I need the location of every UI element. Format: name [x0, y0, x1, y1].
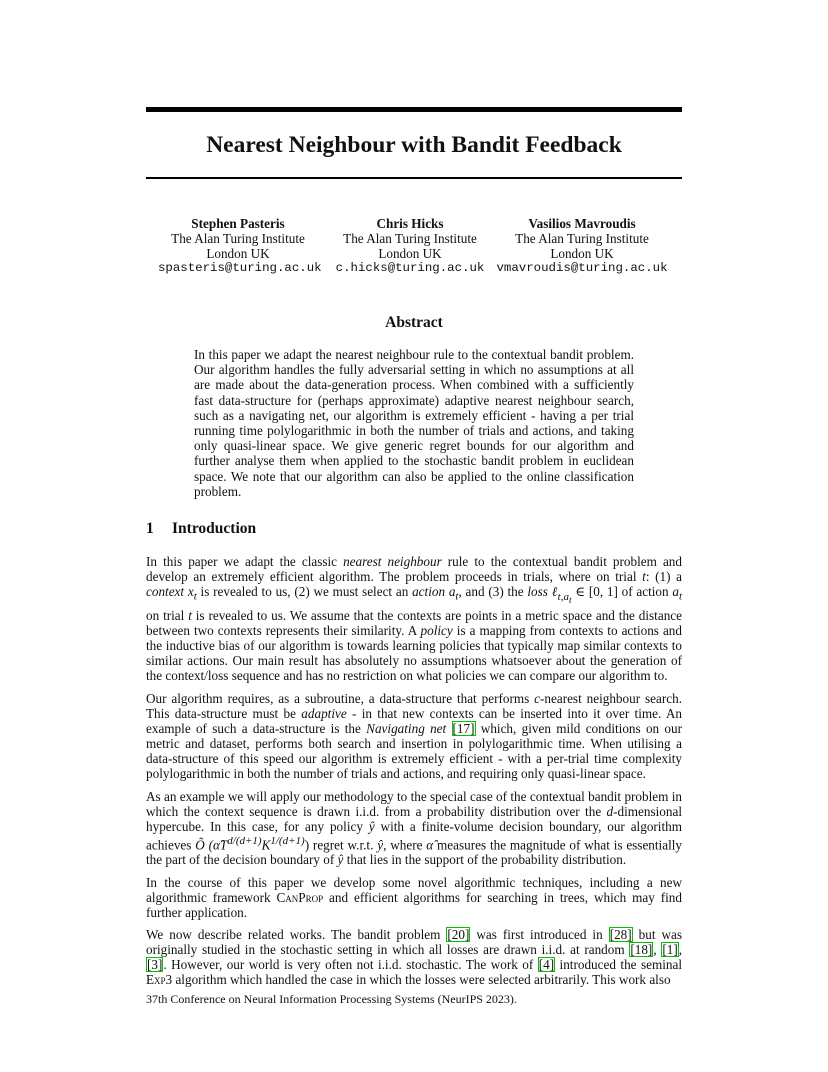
text-run: : (1) a	[645, 569, 682, 585]
text-run: is revealed to us, (2) we must select an	[196, 584, 413, 600]
math-subscript-text: t,a	[557, 590, 569, 603]
math-superscript: d/(d+1)	[227, 834, 262, 847]
math-expression: (α̂T	[208, 837, 228, 853]
math-symbol: c	[534, 690, 540, 706]
math-symbol: a	[448, 584, 456, 600]
author-3	[492, 216, 672, 276]
math-symbol: K	[261, 837, 271, 853]
text-run: We now describe related works. The bandit problem	[146, 927, 447, 943]
author-location: London UK	[378, 246, 442, 261]
author-2	[330, 216, 490, 276]
text-run: is a mapping from contexts to actions and the inductive bias of our algorithm is towards learning policies that typically map similar contexts to similar actions. Our main result has absolutely no assumptions whatsoever about the generation of the context/loss sequence and has no restriction on what policies we can compare our algorithm to.	[146, 623, 682, 684]
text-run: ,	[678, 942, 683, 958]
math-symbol: ℓ	[551, 584, 558, 600]
author-name: Stephen Pasteris	[191, 216, 285, 231]
text-run: As an example we will apply our methodology to the special case of the contextual bandit problem in which the context sequence is drawn i.i.d. from a probability distribution over the	[146, 788, 682, 819]
math-superscript: 1/(d+1)	[270, 834, 305, 847]
citation-link[interactable]: [28]	[609, 927, 632, 943]
text-run: -dimensional hypercube. In this case, for any policy	[146, 803, 682, 834]
section-number: 1	[146, 520, 154, 537]
text-run: -nearest neighbour search. This data-structure must be	[146, 690, 682, 721]
text-run: but was originally studied in the stochastic setting in which all losses are drawn i.i.d. at random	[146, 927, 683, 958]
math-subscript: t	[678, 590, 683, 603]
author-email[interactable]: spasteris@turing.ac.uk	[158, 261, 322, 275]
text-emphasis: adaptive	[301, 705, 347, 721]
math-symbol: ŷ	[368, 818, 375, 834]
math-subscript: t	[455, 590, 459, 603]
text-run: ∈ [0, 1] of action	[571, 584, 673, 600]
text-run: ,	[653, 942, 662, 958]
text-run: regret w.r.t.	[309, 837, 378, 853]
paragraph	[146, 927, 682, 987]
citation-link[interactable]: [20]	[447, 927, 470, 943]
citation-link[interactable]: [4]	[538, 957, 555, 973]
math-symbol: a	[672, 584, 679, 600]
section-title: Introduction	[172, 520, 257, 537]
paragraph	[146, 691, 682, 782]
body-text	[146, 554, 682, 995]
text-run: which, given mild conditions on our metric and dataset, performs both search and insertion in polylogarithmic time. When utilising a data-structure of this speed our algorithm is extremely efficient - with a per-trial time complexity polylogarithmic in both the number of trials and actions, and requiring only quasi-linear space.	[146, 720, 683, 782]
text-emphasis: nearest neighbour	[343, 554, 442, 569]
math-symbol: α̂	[426, 837, 434, 853]
text-run: . However, our world is very often not i.i.d. stochastic. The work of	[163, 957, 538, 973]
title-bottom-rule	[146, 177, 682, 179]
algorithm-name: CanProp	[276, 889, 324, 905]
abstract-text: In this paper we adapt the nearest neighbour rule to the contextual bandit problem. Our algorithm handles the fully adversarial setting in which no assumptions at all are made about the data-generation process. When combined with a sufficiently fast data-structure for (perhaps approximate) adaptive nearest neighbour search, such as a navigating net, our algorithm is extremely efficient - having a per trial running time polylogarithmic in both the number of trials and actions, and taking only quasi-linear space. We give generic regret bounds for our algorithm and further analyse them when applied to the stochastic bandit problem in euclidean space. We note that our algorithm can also be applied to the online classification problem.	[194, 347, 634, 499]
text-run: rule to the contextual bandit problem and develop an extremely efficient algorithm. The problem proceeds in trials, where on trial	[146, 554, 682, 585]
author-name: Vasilios Mavroudis	[528, 216, 636, 231]
text-emphasis: loss	[527, 584, 548, 600]
text-run: , and (3) the	[458, 584, 528, 600]
author-location: London UK	[206, 246, 270, 261]
citation-link[interactable]: [17]	[452, 720, 475, 736]
text-emphasis: Navigating net	[366, 720, 447, 736]
author-affiliation: The Alan Turing Institute	[515, 231, 649, 246]
author-name: Chris Hicks	[376, 216, 444, 231]
text-run: and efficient algorithms for searching in trees, which may find further application.	[146, 889, 682, 920]
author-block	[0, 216, 828, 280]
text-run: is revealed to us. We assume that the contexts are points in a metric space and the distance between two contexts represents their similarity. A	[146, 608, 682, 639]
math-symbol: t	[188, 608, 192, 624]
conference-footnote: 37th Conference on Neural Information Processing Systems (NeurIPS 2023).	[146, 992, 517, 1006]
text-run: Our algorithm requires, as a subroutine, a data-structure that performs	[146, 690, 535, 706]
text-emphasis: context	[146, 584, 185, 600]
text-run: introduced the seminal	[555, 957, 682, 973]
paragraph	[146, 875, 682, 920]
math-symbol: ŷ	[337, 852, 344, 868]
text-run: that lies in the support of the probability distribution.	[343, 852, 627, 868]
math-expression: )	[304, 837, 310, 853]
text-run: with a finite-volume decision boundary, our algorithm achieves	[146, 818, 682, 853]
text-run: measures the magnitude of what is essentially the part of the decision boundary of	[146, 837, 682, 868]
section-heading	[146, 520, 256, 538]
text-run: In this paper we adapt the classic	[146, 554, 344, 569]
paper-title: Nearest Neighbour with Bandit Feedback	[206, 132, 622, 158]
math-symbol: ŷ	[377, 837, 384, 853]
math-subscript: t	[193, 590, 197, 603]
author-affiliation: The Alan Turing Institute	[343, 231, 477, 246]
citation-link[interactable]: [3]	[147, 957, 163, 973]
citation-link[interactable]: [18]	[630, 942, 653, 958]
text-emphasis: action	[412, 584, 446, 600]
author-email[interactable]: vmavroudis@turing.ac.uk	[496, 261, 668, 275]
math-symbol: d	[606, 803, 614, 819]
text-run: - in that new contexts can be inserted into it over time. An example of such a data-structure is the	[146, 705, 682, 736]
text-run: was first introduced in	[470, 927, 609, 943]
math-symbol: x	[187, 584, 194, 600]
math-symbol: Õ	[195, 837, 205, 853]
math-subscript-nested: t	[568, 595, 572, 606]
author-location: London UK	[550, 246, 614, 261]
paragraph	[146, 554, 682, 684]
math-symbol: t	[642, 569, 646, 585]
text-emphasis: policy	[420, 623, 453, 639]
math-subscript	[557, 590, 572, 606]
text-run: , where	[383, 837, 427, 853]
text-run: algorithm which handled the case in which the losses were selected arbitrarily. This work also	[172, 972, 671, 988]
author-1	[158, 216, 322, 276]
paragraph	[146, 789, 682, 868]
abstract-heading: Abstract	[385, 314, 443, 331]
author-email[interactable]: c.hicks@turing.ac.uk	[335, 261, 485, 275]
text-run: on trial	[146, 608, 189, 624]
title-top-rule	[146, 107, 682, 112]
text-run: In the course of this paper we develop some novel algorithmic techniques, including a new algorithmic framework	[146, 874, 682, 905]
citation-link[interactable]: [1]	[662, 942, 678, 958]
author-affiliation: The Alan Turing Institute	[171, 231, 305, 246]
algorithm-name: Exp3	[146, 972, 173, 988]
